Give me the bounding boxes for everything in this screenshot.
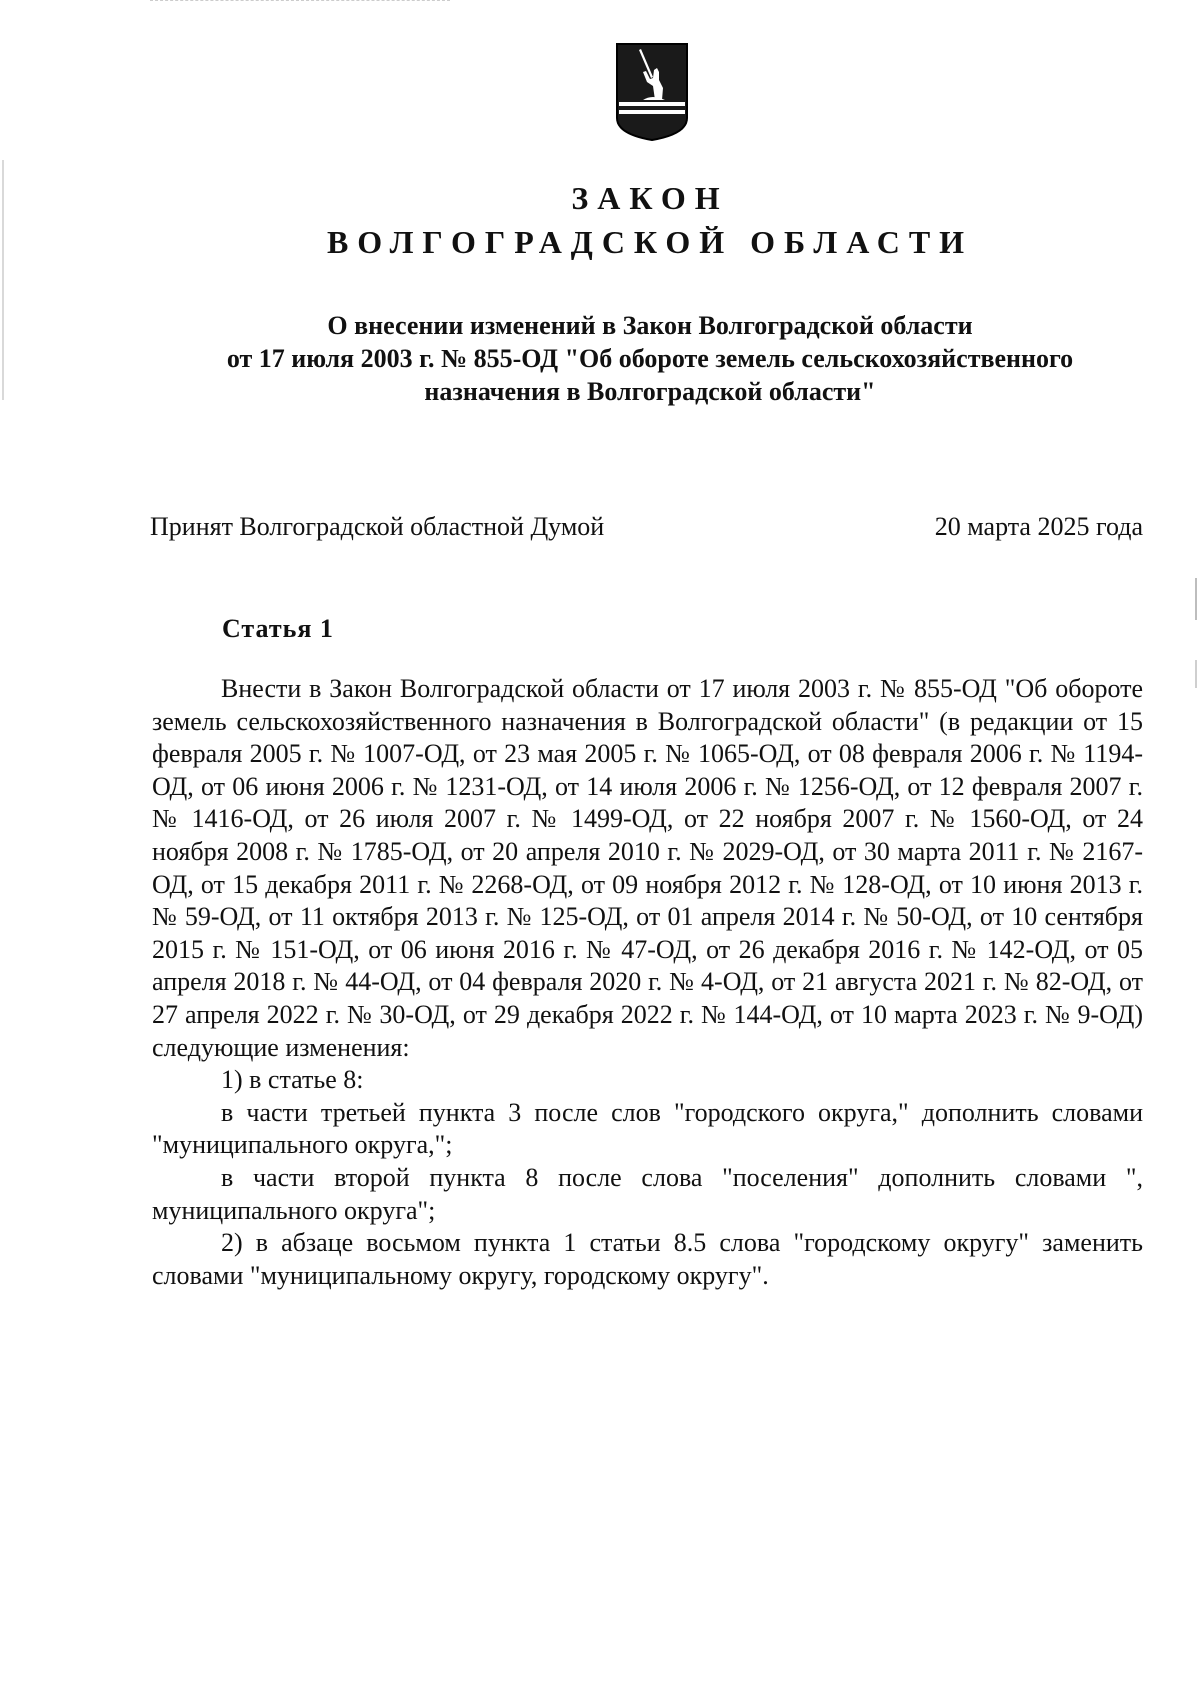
article-body [152, 673, 1143, 1292]
heading-line: О внесении изменений в Закон Волгоградской области [327, 311, 973, 340]
paragraph: Внести в Закон Волгоградской области от 17 июля 2003 г. № 855-ОД "Об обороте земель сельскохозяйственного назначения в Волгоградской области" (в редакции от 15 февраля 2005 г. № 1007-ОД, от 23 мая 2005 г. № 1065-ОД, от 08 февраля 2006 г. № 1194-ОД, от 06 июня 2006 г. № 1231-ОД, от 14 июля 2006 г. № 1256-ОД, от 12 февраля 2007 г. № 1416-ОД, от 26 июля 2007 г. № 1499-ОД, от 22 ноября 2007 г. № 1560-ОД, от 24 ноября 2008 г. № 1785-ОД, от 20 апреля 2010 г. № 2029-ОД, от 30 марта 2011 г. № 2167-ОД, от 15 декабря 2011 г. № 2268-ОД, от 09 ноября 2012 г. № 128-ОД, от 10 июня 2013 г. № 59-ОД, от 11 октября 2013 г. № 125-ОД, от 01 апреля 2014 г. № 50-ОД, от 10 сентября 2015 г. № 151-ОД, от 06 июня 2016 г. № 47-ОД, от 26 декабря 2016 г. № 142-ОД, от 05 апреля 2018 г. № 44-ОД, от 04 февраля 2020 г. № 4-ОД, от 21 августа 2021 г. № 82-ОД, от 27 апреля 2022 г. № 30-ОД, от 29 декабря 2022 г. № 144-ОД, от 10 марта 2023 г. № 9-ОД) следующие изменения: [152, 674, 1143, 1062]
law-subtitle: ВОЛГОГРАДСКОЙ ОБЛАСТИ [326, 224, 974, 260]
scan-artifact-right [1195, 578, 1197, 620]
heading-line: от 17 июля 2003 г. № 855-ОД "Об обороте земель сельскохозяйственного [226, 344, 1074, 373]
paragraph: в части третьей пункта 3 после слов "городского округа," дополнить словами "муниципального округа,"; [152, 1097, 1143, 1160]
paragraph: в части второй пункта 8 после слова "поселения" дополнить словами ", муниципального округа"; [152, 1162, 1143, 1225]
heading-line: назначения в Волгоградской области" [424, 377, 876, 406]
scan-artifact-right-lower [1195, 660, 1197, 688]
law-title: ЗАКОН [571, 180, 729, 216]
paragraph: 2) в абзаце восьмом пункта 1 статьи 8.5 слова "городскому округу" заменить словами "муниципальному округу, городскому округу". [152, 1228, 1143, 1290]
paragraph: 1) в статье 8: [221, 1065, 364, 1095]
volgograd-coat-of-arms-icon [613, 42, 691, 142]
document-heading [150, 309, 1150, 408]
adopted-date: 20 марта 2025 года [934, 512, 1143, 541]
adopted-by-text: Принят Волгоградской областной Думой [150, 512, 605, 541]
scan-artifact-top [150, 0, 450, 2]
article-title: Статья 1 [222, 614, 334, 643]
